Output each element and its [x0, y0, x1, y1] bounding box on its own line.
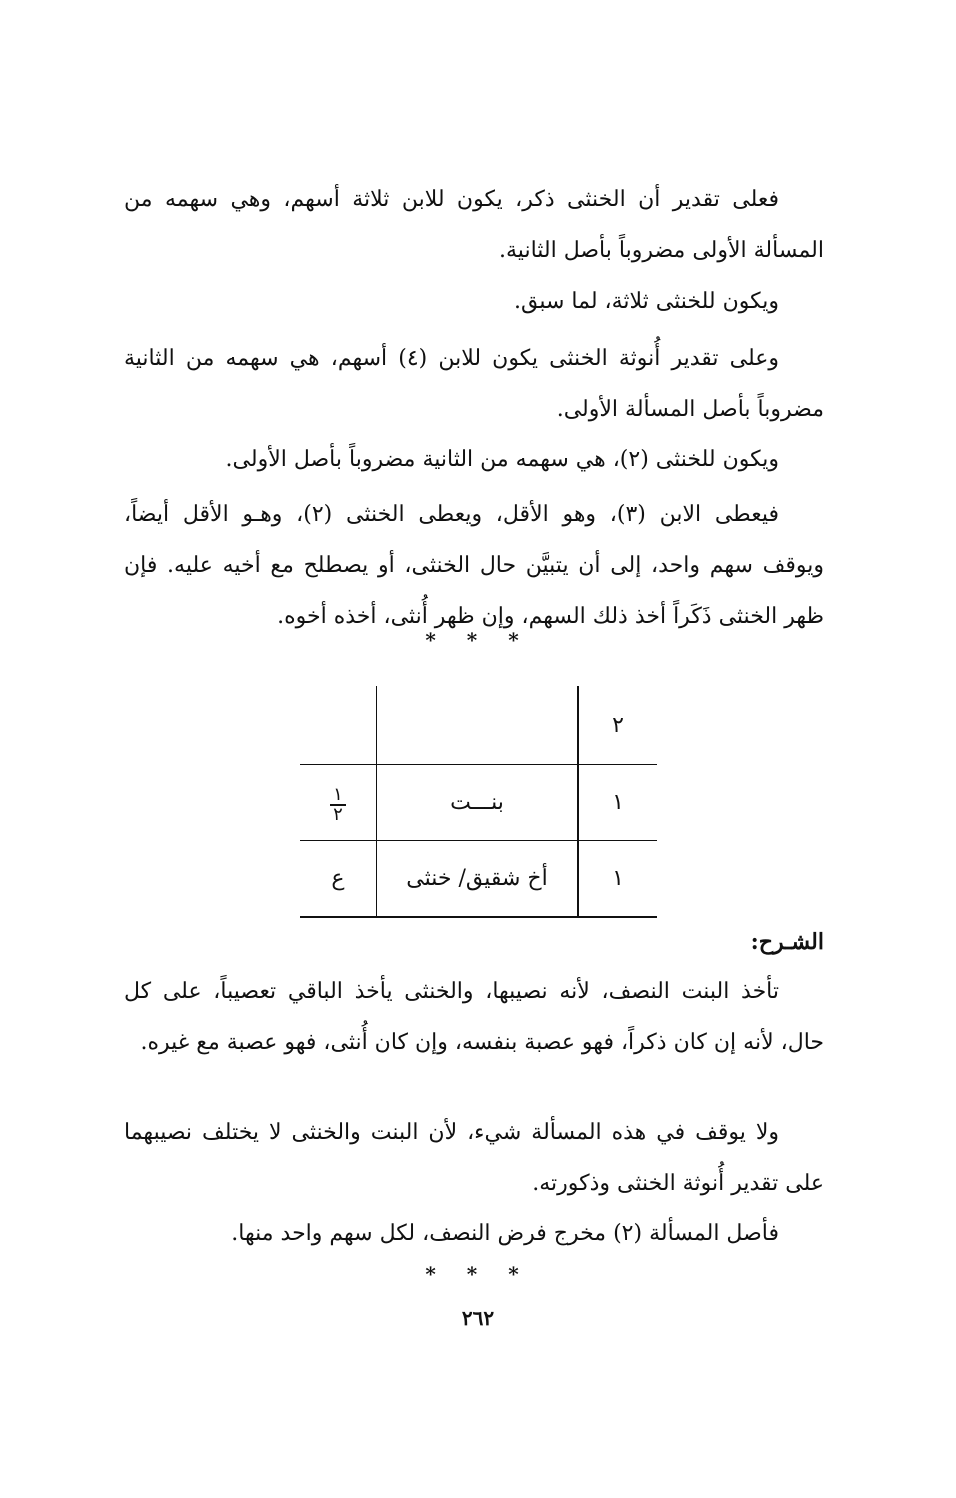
table-cell-fraction: [300, 765, 377, 841]
table-row: [300, 686, 657, 765]
table-row: [300, 765, 657, 841]
paragraph-female-assumption: وعلى تقدير أُنوثة الخنثى يكون للابن (٤) أسهم، هي سهمه من الثانية مضروباً بأصل المسألة الأولى.: [124, 346, 824, 422]
table-header-empty: [377, 686, 579, 765]
fraction-half: [330, 786, 346, 824]
section-separator: * * *: [425, 1262, 531, 1286]
paragraph-distribution: فيعطى الابن (٣)، وهو الأقل، ويعطى الخنثى (٢)، وهـو الأقل أيضاً، ويوقف سهم واحد، إلى أن يتبيَّن حال الخنثى، أو يصطلح مع أخيه عليه. فإن ظهر الخنثى ذَكَراً أخذ ذلك السهم، وإن ظهر أُنثى، أخذه أخوه.: [124, 502, 824, 629]
fraction-denominator: ٢: [333, 804, 343, 825]
paragraph-explanation: تأخذ البنت النصف، لأنه نصيبها، والخنثى يأخذ الباقي تعصيباً، على كل حال، لأنه إن كان ذكراً، فهو عصبة بنفسه، وإن كان أُنثى، فهو عصبة مع غيره.: [124, 979, 824, 1055]
section-separator: * * *: [425, 628, 531, 652]
explanation-heading: الشـرح:: [750, 929, 824, 955]
paragraph-khuntha-three: ويكون للخنثى ثلاثة، لما سبق.: [514, 289, 779, 314]
table-header-empty: [300, 686, 377, 765]
paragraph-khuntha-two: ويكون للخنثى (٢)، هي سهمه من الثانية مضروباً بأصل الأولى.: [225, 447, 779, 472]
paragraph-male-assumption: فعلى تقدير أن الخنثى ذكر، يكون للابن ثلاثة أسهم، وهي سهمه من المسألة الأولى مضروباً بأصل الثانية.: [124, 187, 824, 263]
table-cell-fraction: ع: [300, 841, 377, 918]
paragraph-origin: فأصل المسألة (٢) مخرج فرض النصف، لكل سهم واحد منها.: [231, 1221, 779, 1246]
fraction-numerator: ١: [330, 786, 346, 806]
table-cell-heir: بنـــت: [377, 765, 579, 841]
table-cell-heir: أخ شقيق/ خنثى: [377, 841, 579, 918]
paragraph-no-suspension: ولا يوقف في هذه المسألة شيء، لأن البنت والخنثى لا يختلف نصيبهما على تقدير أُنوثة الخنثى وذكورته.: [124, 1120, 824, 1196]
inheritance-table: [300, 686, 657, 918]
table-row: [300, 841, 657, 918]
table-header-share: ٢: [578, 686, 657, 765]
table-cell-share: ١: [578, 765, 657, 841]
page-number: ٢٦٢: [461, 1306, 495, 1330]
table-cell-share: ١: [578, 841, 657, 918]
